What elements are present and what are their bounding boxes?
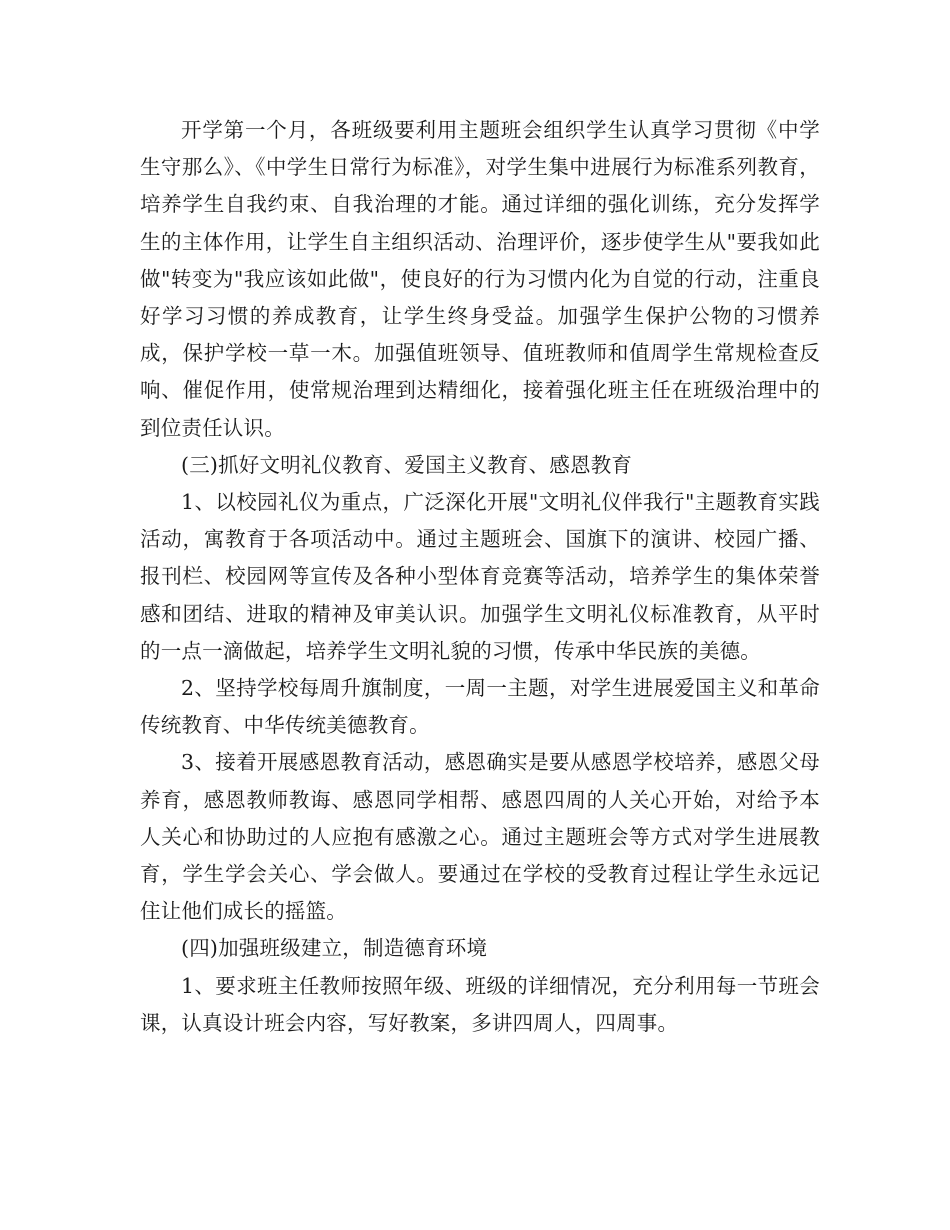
paragraph-campus-etiquette: 1、以校园礼仪为重点，广泛深化开展"文明礼仪伴我行"主题教育实践活动，寓教育于各项活动中。通过主题班会、国旗下的演讲、校园广播、报刊栏、校园网等宣传及各种小型体育竞赛等活动，培养学生的集体荣誉感和团结、进取的精神及审美认识。加强学生文明礼仪标准教育，从平时的一点一滴做起，培养学生文明礼貌的习惯，传承中华民族的美德。 [140, 490, 820, 663]
section-heading-class-building: (四)加强班级建立，制造德育环境 [181, 936, 488, 961]
section-heading-etiquette-education: (三)抓好文明礼仪教育、爱国主义教育、感恩教育 [181, 452, 633, 477]
paragraph-gratitude-education: 3、接着开展感恩教育活动，感恩确实是要从感恩学校培养，感恩父母养育，感恩教师教诲、感恩同学相帮、感恩四周的人关心开始，对给予本人关心和协助过的人应抱有感激之心。通过主题班会等方式对学生进展教育，学生学会关心、学会做人。要通过在学校的受教育过程让学生永远记住让他们成长的摇篮。 [140, 750, 820, 924]
document-body [140, 112, 820, 1042]
paragraph-class-meeting-norms: 开学第一个月，各班级要利用主题班会组织学生认真学习贯彻《中学生守那么》、《中学生日常行为标准》，对学生集中进展行为标准系列教育，培养学生自我约束、自我治理的才能。通过详细的强化训练，充分发挥学生的主体作用，让学生自主组织活动、治理评价，逐步使学生从"要我如此做"转变为"我应该如此做"，使良好的行为习惯内化为自觉的行动，注重良好学习习惯的养成教育，让学生终身受益。加强学生保护公物的习惯养成，保护学校一草一木。加强值班领导、值班教师和值周学生常规检查反响、催促作用，使常规治理到达精细化，接着强化班主任在班级治理中的到位责任认识。 [140, 118, 820, 440]
paragraph-class-meeting-design: 1、要求班主任教师按照年级、班级的详细情况，充分利用每一节班会课，认真设计班会内容，写好教案，多讲四周人，四周事。 [140, 973, 820, 1035]
paragraph-flag-raising: 2、坚持学校每周升旗制度，一周一主题，对学生进展爱国主义和革命传统教育、中华传统美德教育。 [140, 676, 820, 738]
